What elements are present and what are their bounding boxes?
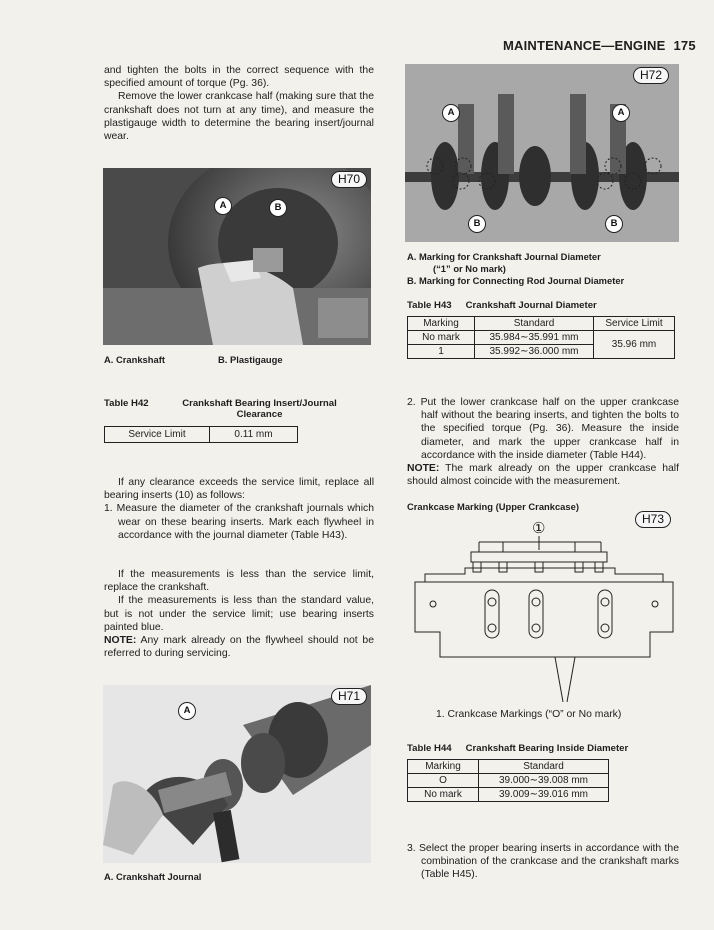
figure-h70-photo — [103, 168, 371, 345]
table-row — [105, 427, 298, 443]
table-cell: No mark — [408, 788, 479, 802]
page-header — [503, 38, 696, 53]
page-number: 175 — [673, 38, 696, 53]
paragraph: If the measurements is less than the standard value, but is not under the service limit; use bearing inserts painted blue. — [104, 595, 374, 633]
caption-line: (“1” or No mark) — [433, 263, 506, 274]
table-h44-title — [407, 743, 628, 754]
paragraph: If any clearance exceeds the service limit, replace all bearing inserts (10) as follows: — [104, 477, 374, 502]
intro-text — [104, 64, 374, 143]
crankshaft-markings-photo — [405, 64, 679, 242]
intro-paragraph-1: and tighten the bolts in the correct sequence with the specified amount of torque (Pg. 36). — [104, 65, 374, 90]
clearance-text — [104, 476, 374, 542]
table-cell: 35.992∼36.000 mm — [475, 345, 594, 359]
figure-h70-caption-a: A. Crankshaft — [104, 354, 165, 365]
table-caption: Crankshaft Journal Diameter — [465, 300, 597, 311]
table-cell: Service Limit — [105, 427, 210, 443]
table-cell: 35.984∼35.991 mm — [475, 331, 594, 345]
step-2-text — [407, 396, 679, 488]
crankshaft-plastigauge-photo — [103, 168, 371, 345]
figure-tag-h70: H70 — [331, 171, 367, 188]
table-cell: 39.009∼39.016 mm — [479, 788, 609, 802]
table-h43-title — [407, 300, 597, 311]
note-text: Any mark already on the flywheel should not be referred to during servicing. — [104, 635, 374, 660]
figure-h71-caption: A. Crankshaft Journal — [104, 871, 202, 882]
figure-h70-caption-b: B. Plastigauge — [218, 354, 283, 365]
note-label: NOTE: — [104, 635, 137, 647]
table-h42-title — [104, 398, 394, 420]
table-number: Table H44 — [407, 743, 452, 754]
callout-a: A — [612, 104, 630, 122]
callout-a: A — [178, 702, 196, 720]
figure-h72-photo — [405, 64, 679, 242]
table-header: Marking — [408, 317, 475, 331]
table-number: Table H43 — [407, 300, 452, 311]
figure-h71-photo — [103, 685, 371, 863]
table-row — [408, 774, 609, 788]
table-number: Table H42 — [104, 398, 149, 409]
table-row — [408, 331, 675, 345]
table-caption: Crankshaft Bearing Insert/Journal Clearance — [182, 398, 337, 420]
crankshaft-journal-photo — [103, 685, 371, 863]
callout-b: B — [269, 199, 287, 217]
table-header: Marking — [408, 760, 479, 774]
table-header: Standard — [475, 317, 594, 331]
table-cell: 0.11 mm — [210, 427, 298, 443]
table-header: Service Limit — [594, 317, 675, 331]
callout-b: B — [605, 215, 623, 233]
table-cell: O — [408, 774, 479, 788]
note-text: The mark already on the upper crankcase half should almost coincide with the measurement. — [407, 463, 679, 488]
caption-line: B. Marking for Connecting Rod Journal Diameter — [407, 275, 625, 286]
table-cell: 35.96 mm — [594, 331, 675, 359]
figure-tag-h72: H72 — [633, 67, 669, 84]
table-header: Standard — [479, 760, 609, 774]
callout-a: A — [214, 197, 232, 215]
table-cell: No mark — [408, 331, 475, 345]
callout-a: A — [442, 104, 460, 122]
figure-h73-diagram — [405, 512, 679, 702]
table-h44 — [407, 759, 609, 802]
step-3: 3. Select the proper bearing inserts in accordance with the combination of the crankcase and the crankshaft marks (Table H45). — [407, 843, 679, 881]
note — [407, 462, 679, 488]
section-title: MAINTENANCE—ENGINE — [503, 38, 666, 53]
note — [104, 634, 374, 660]
table-h43 — [407, 316, 675, 359]
measurement-text — [104, 568, 374, 660]
step-1: 1. Measure the diameter of the crankshaft journals which wear on these bearing inserts. Mark each flywheel in accordance with the journal diameter (Table H43). — [104, 503, 374, 541]
figure-h73-caption: 1. Crankcase Markings (“O” or No mark) — [436, 709, 622, 720]
table-caption: Crankshaft Bearing Inside Diameter — [465, 743, 629, 754]
table-header-row — [408, 760, 609, 774]
figure-h73-title: Crankcase Marking (Upper Crankcase) — [407, 501, 579, 512]
figure-h72-caption — [407, 251, 677, 287]
caption-line: A. Marking for Crankshaft Journal Diameter — [407, 251, 601, 262]
paragraph: If the measurements is less than the service limit, replace the crankshaft. — [104, 569, 374, 594]
figure-tag-h71: H71 — [331, 688, 367, 705]
step-3-text — [407, 842, 679, 882]
crankcase-marking-diagram — [405, 512, 679, 702]
table-cell: 39.000∼39.008 mm — [479, 774, 609, 788]
callout-1: ① — [532, 520, 546, 537]
note-label: NOTE: — [407, 463, 440, 475]
callout-b: B — [468, 215, 486, 233]
table-row — [408, 788, 609, 802]
step-2: 2. Put the lower crankcase half on the upper crankcase half without the bearing inserts, and tighten the bolts to the specified torque (Pg. 36). Measure the inside diameter, and mark the upper crankcase half in accordance with the inside diameter (Table H44). — [407, 397, 679, 461]
table-header-row — [408, 317, 675, 331]
figure-tag-h73: H73 — [635, 511, 671, 528]
table-h42 — [104, 426, 298, 443]
table-cell: 1 — [408, 345, 475, 359]
intro-paragraph-2: Remove the lower crankcase half (making sure that the crankshaft does not turn at any time), and measure the plastigauge width to determine the bearing insert/journal wear. — [104, 91, 374, 143]
